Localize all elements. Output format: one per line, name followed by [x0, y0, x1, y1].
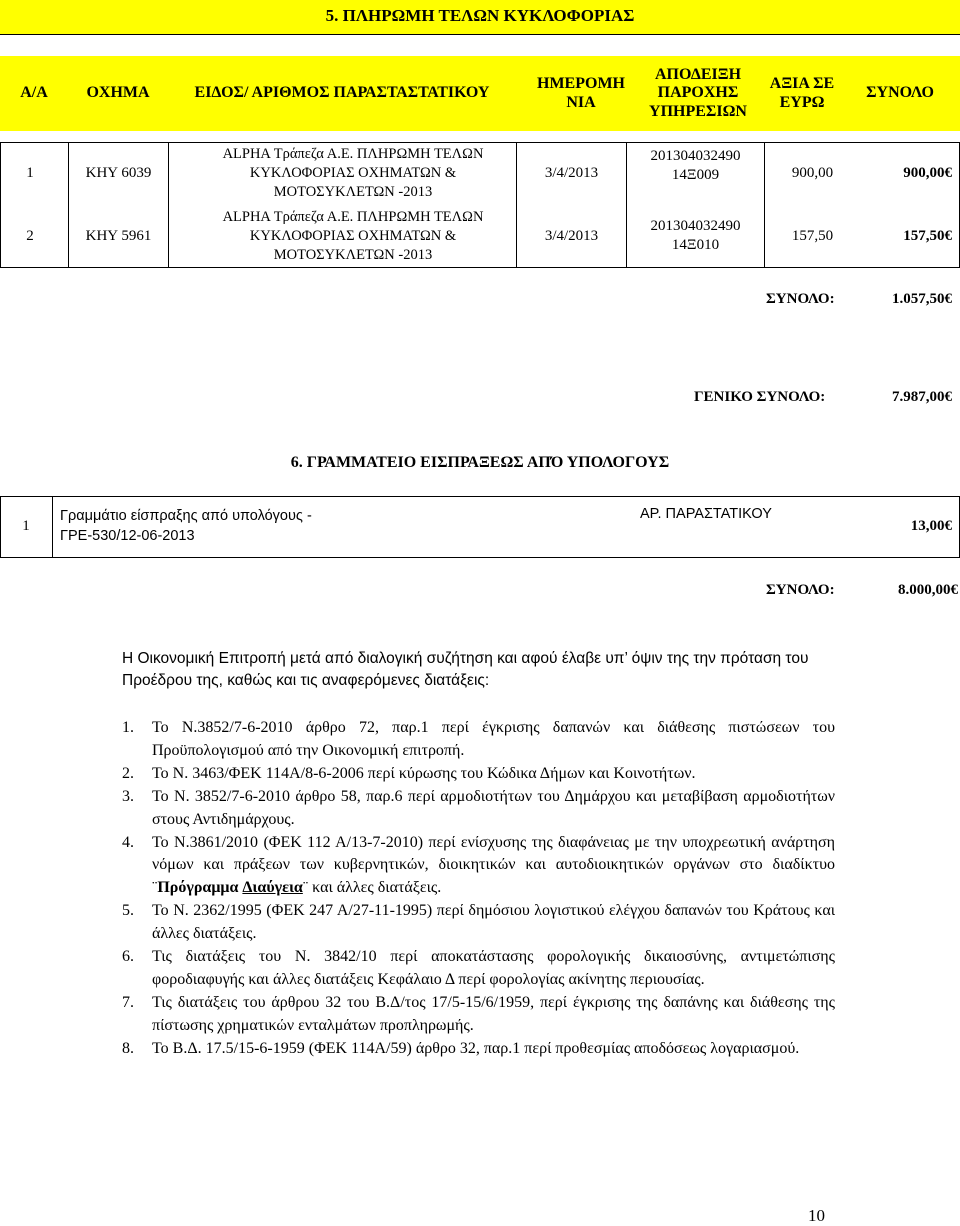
list-item-number: 8. — [122, 1039, 134, 1057]
list-item — [122, 900, 835, 946]
list-item-number: 2. — [122, 764, 134, 782]
header-type: ΕΙΔΟΣ/ ΑΡΙΘΜΟΣ ΠΑΡΑΣΤΑΣΤΑΤΙΚΟΥ — [194, 84, 490, 102]
header-date: ΗΜΕΡΟΜΗ ΝΙΑ — [537, 75, 625, 111]
list-item-text-after: ¨ και άλλες διατάξεις. — [302, 879, 442, 897]
list-item-text: Το Ν.3852/7-6-2010 άρθρο 72, παρ.1 περί έγκρισης δαπανών και διάθεσης πιστώσεων του Προϋπολογισμού από την Οικονομική επιτροπή. — [152, 719, 835, 759]
row-total: 900,00€ — [903, 164, 952, 181]
header-total: ΣΥΝΟΛΟ — [866, 84, 934, 102]
list-item-number: 1. — [122, 719, 134, 736]
header-vehicle: ΟΧΗΜΑ — [86, 84, 150, 102]
row-total: 157,50€ — [903, 227, 952, 244]
list-item-text — [152, 832, 835, 901]
section5-sum-label: ΣΥΝΟΛΟ: — [766, 291, 835, 307]
header-value: ΑΞΙΑ ΣΕ ΕΥΡΩ — [769, 75, 835, 111]
list-item-text-before: Το Ν.3861/2010 (ΦΕΚ 112 Α/13-7-2010) περί ενίσχυσης της διαφάνειας με την υποχρεωτική ανάρτηση νόμων και πράξεων των κυβερνητικών, διοικητικών και αυτοδιοικητικών οργάνων στο διαδίκτυο ¨ — [152, 833, 835, 897]
row-vehicle: ΚΗΥ 6039 — [85, 164, 152, 181]
list-item — [122, 763, 835, 786]
grand-total-label: ΓΕΝΙΚΟ ΣΥΝΟΛΟ: — [694, 389, 826, 405]
list-item — [122, 1038, 835, 1061]
row-type: ALPHA Τράπεζα Α.Ε. ΠΛΗΡΩΜΗ ΤΕΛΩΝ ΚΥΚΛΟΦΟΡΙΑΣ ΟΧΗΜΑΤΩΝ & ΜΟΤΟΣΥΚΛΕΤΩΝ -2013 — [222, 146, 484, 200]
page-number: 10 — [808, 1206, 825, 1225]
list-item-text: Το Ν. 3852/7-6-2010 άρθρο 58, παρ.6 περί αρμοδιοτήτων του Δημάρχου και μεταβίβαση αρμοδιοτήτων στους Αντιδημάρχους. — [152, 787, 835, 828]
proof-code: 14Ξ009 — [671, 167, 720, 183]
list-item-text: Το Ν. 3463/ΦΕΚ 114Α/8-6-2006 περί κύρωσης του Κώδικα Δήμων και Κοινοτήτων. — [152, 764, 696, 782]
list-item-text: Τις διατάξεις του άρθρου 32 του Β.Δ/τος 17/5-15/6/1959, περί έγκρισης της δαπάνης και διάθεσης της πίστωσης χρηματικών ενταλμάτων προπληρωμής. — [152, 993, 835, 1034]
description-line-1: Γραμμάτιο είσπραξης από υπολόγους - — [60, 508, 312, 524]
list-item — [122, 992, 835, 1038]
section6-table — [0, 496, 960, 558]
intro-paragraph: Η Οικονομική Επιτροπή μετά από διαλογική συζήτηση και αφού έλαβε υπ’ όψιν της την πρόταση του Προέδρου της, καθώς και τις αναφερόμενες διατάξεις: — [122, 650, 809, 689]
row-vehicle: ΚΗΥ 5961 — [85, 227, 152, 244]
description-line-2: ΓΡΕ-530/12-06-2013 — [60, 528, 195, 544]
diavgeia-name: Διαύγεια — [242, 879, 303, 897]
grand-total-value: 7.987,00€ — [892, 389, 952, 405]
row-aa: 1 — [26, 164, 34, 181]
section6-title: 6. ΓΡΑΜΜΑΤΕΙΟ ΕΙΣΠΡΑΞΕΩΣ ΑΠΌ ΥΠΟΛΟΓΟΥΣ — [290, 454, 670, 471]
list-item-number: 5. — [122, 902, 134, 920]
header-proof: ΑΠΟΔΕΙΞΗ ΠΑΡΟΧΗΣ ΥΠΗΡΕΣΙΩΝ — [649, 65, 747, 120]
list-item — [122, 946, 835, 992]
proof-number: 201304032490 — [650, 148, 741, 164]
section5-table-header — [0, 56, 960, 131]
table-row — [0, 205, 960, 268]
list-item-number: 6. — [122, 948, 134, 966]
section5-sum-value: 1.057,50€ — [892, 291, 952, 307]
proof-code: 14Ξ010 — [671, 237, 720, 253]
list-item-text: Το Β.Δ. 17.5/15-6-1959 (ΦΕΚ 114Α/59) άρθρο 32, παρ.1 περί προθεσμίας αποδόσεως λογαριασμού. — [152, 1039, 800, 1057]
list-item-text: Τις διατάξεις του Ν. 3842/10 περί αποκατάστασης φορολογικής δικαιοσύνης, αντιμετώπισης φοροδιαφυγής και άλλες διατάξεις Κεφάλαιο Δ περί φορολογίας ακίνητης περιουσίας. — [152, 948, 835, 988]
table-row — [0, 142, 960, 205]
program-name-bold: Πρόγραμμα — [157, 879, 239, 897]
list-item-number: 4. — [122, 833, 134, 851]
list-item — [122, 717, 835, 763]
table-row — [0, 496, 960, 558]
row-aa: 1 — [22, 518, 30, 535]
row-proof — [627, 216, 764, 256]
row-date: 3/4/2013 — [544, 164, 599, 181]
list-item — [122, 786, 835, 832]
row-description — [60, 506, 390, 546]
row-value: 157,50 — [791, 227, 834, 244]
provisions-list — [122, 717, 835, 1061]
section6-sum-label: ΣΥΝΟΛΟ: — [766, 582, 835, 598]
row-proof — [627, 146, 764, 186]
section5-table-body — [0, 142, 960, 268]
row-type: ALPHA Τράπεζα Α.Ε. ΠΛΗΡΩΜΗ ΤΕΛΩΝ ΚΥΚΛΟΦΟΡΙΑΣ ΟΧΗΜΑΤΩΝ & ΜΟΤΟΣΥΚΛΕΤΩΝ -2013 — [222, 209, 484, 263]
proof-number: 201304032490 — [650, 218, 741, 234]
list-item-text: Το Ν. 2362/1995 (ΦΕΚ 247 Α/27-11-1995) περί δημόσιου λογιστικού ελέγχου δαπανών του Κράτους και άλλες διατάξεις. — [152, 902, 835, 943]
row-value: 900,00 — [791, 164, 834, 181]
list-item — [122, 832, 835, 901]
header-aa: Α/Α — [20, 84, 48, 102]
row-aa: 2 — [26, 227, 34, 244]
row-document: ΑΡ. ΠΑΡΑΣΤΑΤΙΚΟΥ — [640, 506, 772, 522]
section5-title-band — [0, 0, 960, 35]
row-amount: 13,00€ — [910, 518, 952, 535]
list-item-number: 7. — [122, 993, 134, 1011]
section5-title: 5. ΠΛΗΡΩΜΗ ΤΕΛΩΝ ΚΥΚΛΟΦΟΡΙΑΣ — [325, 6, 635, 25]
list-item-number: 3. — [122, 787, 134, 805]
section6-sum-value: 8.000,00€ — [898, 582, 958, 598]
row-date: 3/4/2013 — [544, 227, 599, 244]
